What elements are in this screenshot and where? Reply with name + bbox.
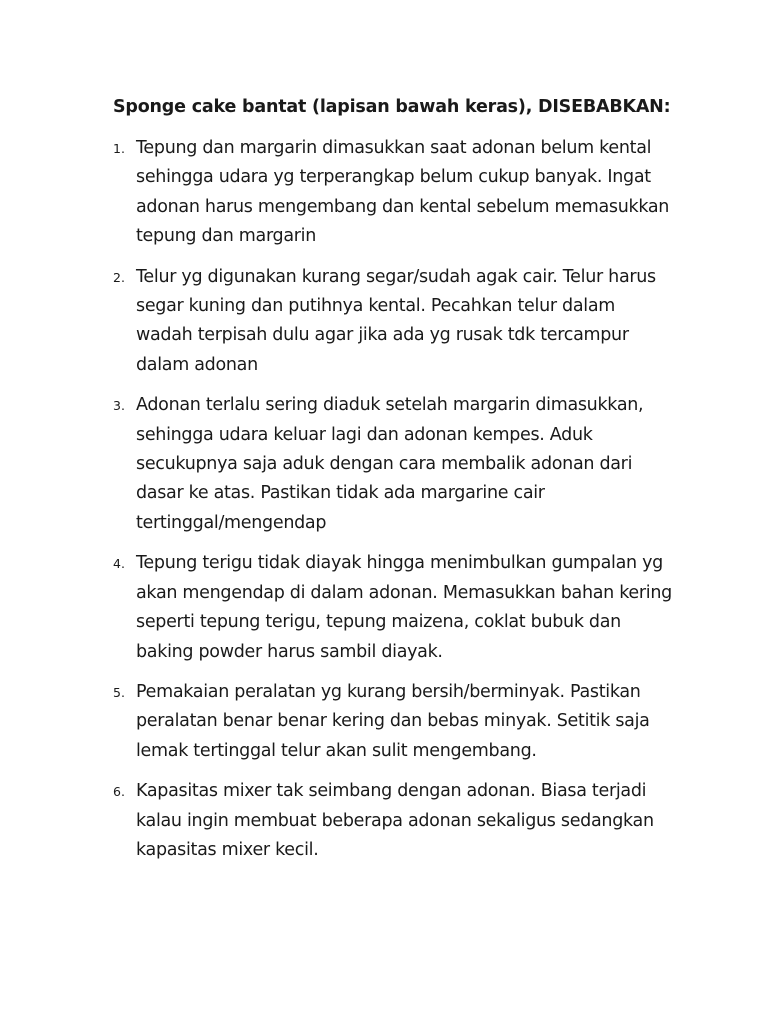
list-item-number: 1.: [113, 141, 125, 156]
document-heading: Sponge cake bantat (lapisan bawah keras), DISEBABKAN:: [113, 97, 671, 117]
list-item-number: 5.: [113, 684, 125, 700]
list-item-number: 4.: [113, 556, 125, 572]
list-item: [113, 549, 673, 667]
list-item-text: Telur yg digunakan kurang segar/sudah agak cair. Telur harus segar kuning dan putihnya kental. Pecahkan telur dalam wadah terpisah dulu agar jika ada yg rusak tdk tercampur dalam adonan: [136, 266, 656, 375]
list-item-text: Kapasitas mixer tak seimbang dengan adonan. Biasa terjadi kalau ingin membuat beberapa adonan sekaligus sedangkan kapasitas mixer kecil.: [136, 781, 654, 860]
list-item: [113, 263, 673, 381]
list-item: [113, 391, 673, 538]
list-item-text: Tepung dan margarin dimasukkan saat adonan belum kental sehingga udara yg terperangkap belum cukup banyak. Ingat adonan harus mengembang dan kental sebelum memasukkan tepung dan margarin: [136, 138, 670, 247]
list-item: [113, 777, 673, 865]
list-item-text: Tepung terigu tidak diayak hingga menimbulkan gumpalan yg akan mengendap di dalam adonan. Memasukkan bahan kering seperti tepung terigu, tepung maizena, coklat bubuk dan baking powder harus sambil diayak.: [136, 553, 672, 662]
list-item-text: Adonan terlalu sering diaduk setelah margarin dimasukkan, sehingga udara keluar lagi dan adonan kempes. Aduk secukupnya saja aduk dengan cara membalik adonan dari dasar ke atas. Pastikan tidak ada margarine cair tertinggal/mengendap: [136, 395, 644, 533]
cause-list: [113, 134, 673, 876]
list-item-text: Pemakaian peralatan yg kurang bersih/berminyak. Pastikan peralatan benar benar kering dan bebas minyak. Setitik saja lemak tertinggal telur akan sulit mengembang.: [136, 681, 650, 761]
list-item-number: 6.: [113, 784, 125, 800]
list-item: [113, 678, 673, 766]
list-item: [113, 134, 673, 252]
list-item-number: 2.: [113, 269, 125, 285]
list-item-number: 3.: [113, 398, 125, 414]
